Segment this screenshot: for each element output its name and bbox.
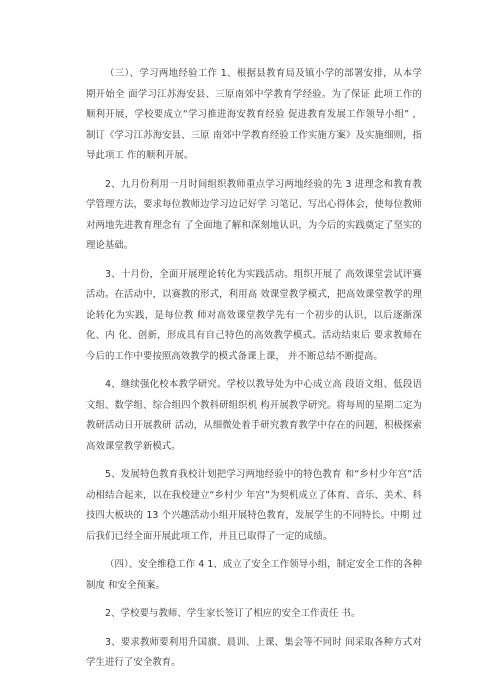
paragraph-safety-contract: 2、学校要与教师、学生家长签订了相应的安全工作责任 书。 bbox=[105, 608, 361, 619]
paragraph-school-research: 4、继续强化校本教学研究。学校以教导处为中心成立高 段语文组、低段语文组、数学组、综合组四个教科研组织机 构开展教学研究。将每周的星期二定为教研活动日开展教研 活动，从细微处着手研究教育教学中存在的问题，积极探索 高效课堂教学新模式。 bbox=[86, 379, 422, 452]
paragraph-section-four-safety: （四）、安全维稳工作 4 1、成立了安全工作领导小组，制定安全工作的各种制度 和安全预案。 bbox=[86, 559, 422, 591]
paragraph-safety-education: 3、要求教师要利用升国旗、晨训、上课、集会等不同时 间采取各种方式对学生进行了安全教育。 bbox=[86, 636, 422, 668]
paragraph-october-practice: 3、十月份，全面开展理论转化为实践活动。组织开展了 高效课堂尝试评赛活动。在活动中，以赛教的形式，利用高 效课堂教学模式，把高效课堂教学的理论转化为实践，是每位教 师对高效课堂教学先有一个初步的认识，以后逐渐深化、内 化、创新，形成具有自己特色的高效教学模式。活动结束后 要求教师在今后的工作中要按照高效教学的模式备课上课， 并不断总结不断提高。 bbox=[86, 268, 422, 362]
paragraph-september-study: 2、九月份利用一月时间组织教师重点学习两地经验的先 3 进理念和教育教学管理方法，要求每位教师边学习边记好学 习笔记、写出心得体会，使每位教师对两地先进教育理念有 了全面地了解和深刻地认识，为今后的实践奠定了坚实的理论基础。 bbox=[86, 178, 422, 251]
document-body bbox=[86, 64, 422, 682]
paragraph-section-three-intro: （三）、学习两地经验工作 1、根据县教育局及镇小学的部署安排，从本学期开始全 面学习江苏海安县、三原南郊中学教育学经验。为了保证 此项工作的顺利开展，学校要成立“学习推进海安教育经验 促进教育发展工作领导小组” ，制订《学习江苏海安县、三原 南郊中学教育经验工作实施方案》及实施细则，指导此项工 作的顺利开展。 bbox=[86, 68, 422, 161]
paragraph-special-education: 5、发展特色教育我校计划把学习两地经验中的特色教育 和“乡村少年宫”活动相结合起来，以在我校建立“乡村少 年宫”为契机成立了体育、音乐、美术、科技四大板块的 13 个兴趣活动小组开展特色教育，发展学生的不同特长。中期 过后我们已经全面开展此项工作，并且已取得了一定的成绩。 bbox=[86, 469, 422, 542]
